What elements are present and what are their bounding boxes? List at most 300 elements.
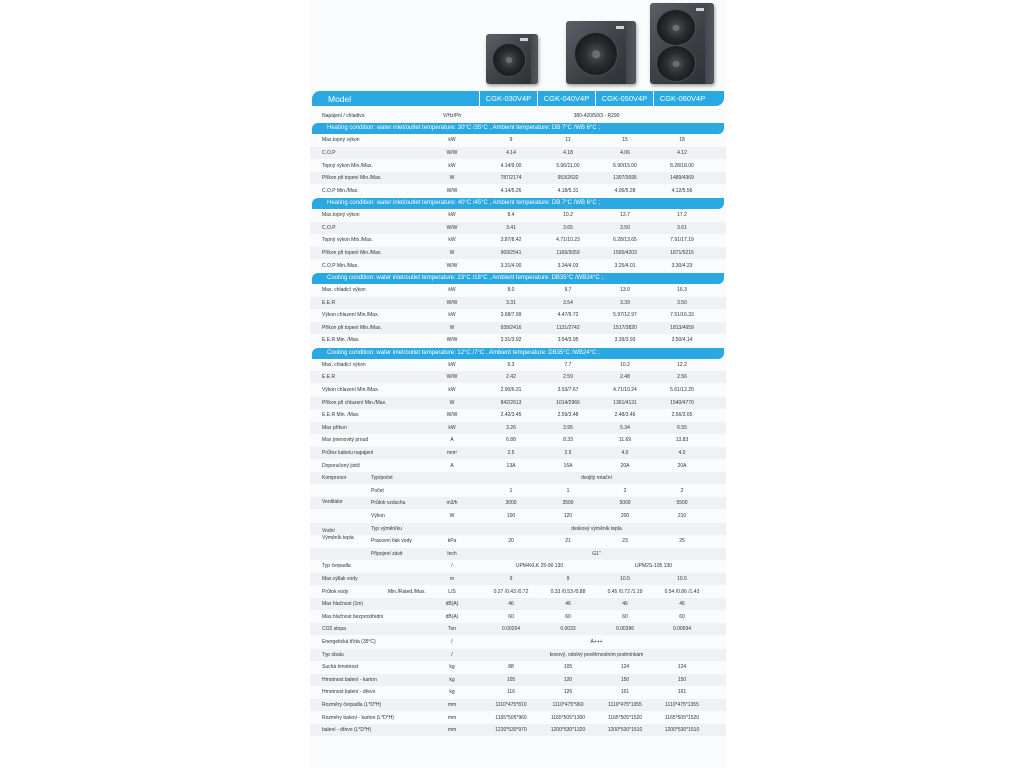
value-cell: 13.7: [620, 212, 630, 219]
unit-cell: W: [449, 324, 455, 331]
value-cell: 200: [620, 513, 630, 519]
group-label: Kompresor: [322, 475, 347, 482]
value-cell: 105: [563, 664, 573, 671]
value-cell: 2.59/3.48: [557, 412, 579, 419]
value-cell: 1361/4131: [613, 399, 637, 406]
sub-label: Pracovní tlak vody: [371, 538, 412, 545]
table-row: [310, 409, 726, 421]
unit-cell: V/Hz/Ph: [442, 113, 462, 119]
value-cell: 1: [566, 487, 570, 494]
value-cell: 4.06: [620, 150, 630, 156]
value-cell: UPM2S-105 130: [635, 563, 672, 570]
value-cell: 9.7: [564, 287, 572, 293]
table-row: [310, 260, 726, 272]
value-cell: 1200*530*1510: [664, 727, 700, 734]
table-row: [310, 472, 726, 484]
value-cell: 0.33 /0.53 /0.88: [550, 588, 586, 595]
table-row: [310, 160, 726, 172]
row-label: Hmotnost balení - karton: [322, 676, 377, 683]
table-row: [310, 234, 726, 246]
row-label: Napájení / chladivo: [322, 113, 365, 119]
value-cell: 1200*530*1510: [607, 727, 643, 734]
table-row: [310, 699, 726, 711]
value-cell: 6.88: [506, 437, 516, 444]
table-row: [310, 460, 726, 472]
table-row: [310, 649, 726, 661]
table-row: [310, 297, 726, 309]
row-label: Max. chladicí výkon: [322, 287, 366, 293]
unit-cell: /: [451, 639, 453, 645]
value-cell: 46: [508, 601, 514, 608]
unit-cell: mm²: [447, 450, 457, 456]
value-cell: 1014/2966: [556, 399, 580, 406]
value-cell: 939/2416: [500, 324, 522, 331]
section-header: Heating condition: water inlet/outlet temperature: 30°C /35°C , Ambient temperature: DB 7°C /WB 6°C ;: [312, 123, 724, 134]
value-cell: deskový výměník tepla: [571, 525, 622, 532]
value-cell: 1166/3059: [556, 250, 580, 256]
unit-cell: kW: [448, 137, 456, 144]
row-label: E.E.R Min. /Max.: [322, 337, 360, 344]
group-label: Ventilátor: [322, 499, 343, 506]
value-cell: 1517/3820: [613, 324, 637, 331]
value-cell: 4.14/5.26: [500, 187, 522, 194]
value-cell: 1110*475*810: [495, 702, 527, 708]
table-row: [310, 573, 726, 585]
row-label: Energetická třída (35°C): [322, 639, 376, 645]
value-cell: 2.48: [620, 374, 630, 381]
value-cell: 3.61: [677, 224, 687, 231]
row-label: Rozměry balení - karton (L*D*H): [322, 714, 394, 721]
table-row: [310, 222, 726, 234]
model-name: CGK-050V4P: [595, 91, 653, 106]
unit-cell: /: [451, 563, 453, 570]
value-cell: dvojitý rotační: [581, 475, 612, 482]
table-row: [310, 686, 726, 698]
value-cell: 3.25/4.01: [614, 262, 636, 269]
value-cell: 787/2174: [500, 175, 522, 182]
value-cell: 842/2613: [500, 399, 522, 406]
value-cell: 4.18/5.31: [557, 187, 579, 194]
value-cell: 88: [508, 664, 514, 671]
value-cell: 150: [677, 676, 687, 683]
value-cell: 100: [506, 513, 516, 519]
row-label: Výkon chlazení Min./Max.: [322, 312, 379, 319]
value-cell: 12.2: [677, 361, 687, 368]
model-label: Model: [328, 93, 352, 104]
table-row: [310, 510, 726, 522]
table-row: [310, 334, 726, 346]
value-cell: 60: [679, 613, 685, 620]
unit-cell: W/W: [446, 224, 458, 231]
table-row: [310, 110, 726, 122]
value-cell: 7.7: [564, 361, 572, 368]
value-cell: 8.0: [507, 287, 515, 293]
table-row: [310, 661, 726, 673]
unit-cell: L/S: [448, 588, 456, 595]
row-label: balení - dřevo (L*D*H): [322, 727, 372, 734]
row-label: C.O.P Min./Max.: [322, 262, 359, 269]
unit-cell: Inch: [447, 550, 457, 557]
value-cell: 0.00396: [615, 626, 635, 633]
row-label: Max.topný výkon: [322, 137, 360, 144]
row-label: Max hlučnost (1m): [322, 601, 364, 608]
value-cell: 2.59: [563, 374, 573, 381]
row-label: Výkon chlazení Min./Max.: [322, 387, 379, 393]
unit-cell: mm: [447, 702, 457, 708]
sub-label: Typ výměníku: [371, 525, 402, 532]
row-label: Příkon při chlazení Min./Max.: [322, 399, 387, 406]
value-cell: 1165*505*960: [495, 714, 527, 721]
value-cell: 4.06/5.28: [614, 187, 636, 194]
value-cell: 150: [620, 676, 630, 683]
value-cell: 161: [677, 689, 687, 696]
value-cell: 3.68/7.99: [500, 312, 522, 319]
value-cell: 0.0033: [560, 626, 576, 633]
unit-cell: W/W: [446, 262, 458, 269]
model-name: CGK-040V4P: [537, 91, 595, 106]
row-label: Hmotnost balení - dřevo: [322, 689, 376, 696]
value-cell: 4.18: [563, 150, 573, 156]
table-row: [310, 384, 726, 396]
value-cell: 8.33: [563, 437, 573, 444]
value-cell: 6.28/13.65: [613, 237, 637, 244]
value-cell: 210: [677, 513, 687, 519]
row-label: Příkon při topení Min./Max.: [322, 175, 382, 182]
table-row: [310, 674, 726, 686]
value-cell: 6.90/15.00: [613, 162, 637, 169]
unit-cell: W/W: [446, 187, 458, 194]
value-cell: 3.34/4.03: [557, 262, 579, 269]
value-cell: 11.69: [618, 437, 632, 444]
table-row: [310, 560, 726, 572]
value-cell: 4.47/9.72: [557, 312, 579, 319]
unit-cell: mm: [447, 727, 457, 734]
value-cell: 6.3: [507, 361, 515, 368]
group-label-line: Výměník tepla: [322, 534, 354, 541]
value-cell: 5500: [676, 500, 688, 507]
value-cell: 3.31/4.00: [500, 262, 522, 269]
section-header: Heating condition: water inlet/outlet temperature: 40°C /45°C , Ambient temperature: DB 7°C /WB 6°C ;: [312, 198, 724, 209]
row-label: Topný výkon Min./Max.: [322, 162, 373, 169]
value-cell: 10.2: [563, 212, 573, 219]
unit-cell: W/W: [446, 337, 458, 344]
unit-cell: W: [449, 399, 455, 406]
value-cell: 6.55: [677, 424, 687, 431]
group-label: [322, 528, 368, 542]
value-cell: 0.45 /0.72 /1.19: [607, 588, 643, 595]
value-cell: 10.2: [620, 361, 630, 368]
value-cell: 60: [508, 613, 514, 620]
sub-label: Výkon: [371, 513, 385, 519]
value-cell: 3.26: [506, 424, 516, 431]
value-cell: 20A: [620, 462, 630, 469]
value-cell: 105: [506, 676, 516, 683]
value-cell: 2.42/3.45: [500, 412, 522, 419]
value-cell: 5.61/12.20: [670, 387, 694, 393]
value-cell: 1307/3695: [613, 175, 637, 182]
value-cell: 3.31/3.92: [500, 337, 522, 344]
value-cell: 2: [680, 487, 684, 494]
row-label: E.E.R: [322, 299, 336, 306]
value-cell: A+++: [590, 639, 603, 645]
unit-cell: W/W: [446, 299, 458, 306]
table-row: [310, 397, 726, 409]
value-cell: 3.87/8.42: [500, 237, 522, 244]
value-cell: G1": [592, 550, 601, 557]
value-cell: 3.39/3.93: [614, 337, 636, 344]
value-cell: 21: [565, 538, 571, 545]
value-cell: 9: [509, 576, 513, 582]
value-cell: 1200*530*1320: [550, 727, 586, 734]
value-cell: 124: [620, 664, 630, 671]
value-cell: 23: [622, 538, 628, 545]
unit-cell: kW: [448, 387, 456, 393]
value-cell: 1131/2742: [556, 324, 580, 331]
value-cell: 20: [508, 538, 514, 545]
table-row: [310, 447, 726, 459]
unit-cell: /: [451, 651, 453, 658]
value-cell: 16.3: [677, 287, 687, 293]
table-row: [310, 147, 726, 159]
value-cell: 11: [565, 137, 571, 144]
unit-cell: kg: [449, 689, 455, 696]
unit-cell: kg: [449, 664, 455, 671]
value-cell: 161: [620, 689, 630, 696]
section-header: Cooling condition: water inlet/outlet temperature: 12°C /7°C , Ambient temperature: DB35°C /WB24°C ;: [312, 348, 724, 359]
table-row: [310, 172, 726, 184]
value-cell: 4.0: [678, 450, 686, 456]
unit-cell: W/W: [446, 150, 458, 156]
table-row: [310, 185, 726, 197]
value-cell: 13.83: [675, 437, 689, 444]
unit-cell: kPa: [447, 538, 457, 545]
value-cell: 0.27 /0.43 /0.72: [493, 588, 529, 595]
unit-cell: kW: [448, 361, 456, 368]
value-cell: 969/2541: [500, 250, 522, 256]
value-cell: 4.0: [621, 450, 629, 456]
value-cell: 4.71/10.24: [613, 387, 637, 393]
value-cell: 13.0: [620, 287, 630, 293]
value-cell: 2.90/6.31: [500, 387, 522, 393]
value-cell: 1871/5215: [670, 250, 694, 256]
value-cell: 4.71/10.23: [556, 237, 580, 244]
value-cell: 46: [679, 601, 685, 608]
value-cell: 0.54 /0.86 /1.43: [664, 588, 700, 595]
value-cell: 3.41: [506, 224, 516, 231]
value-cell: 13A: [506, 462, 516, 469]
model-name: CGK-030V4P: [479, 91, 537, 106]
unit-cell: kg: [449, 676, 455, 683]
value-cell: 60: [622, 613, 628, 620]
row-label: Příkon při topení Min./Max.: [322, 324, 382, 331]
value-cell: 120: [563, 513, 573, 519]
value-cell: 1220*530*970: [495, 727, 527, 734]
unit-cell: dB(A): [445, 613, 459, 620]
value-cell: 15: [622, 137, 628, 144]
unit-cell: kW: [448, 162, 456, 169]
table-row: [310, 371, 726, 383]
row-label: C.O.P Min./Max.: [322, 187, 359, 194]
table-row: [310, 309, 726, 321]
value-cell: 1813/4659: [670, 324, 694, 331]
unit-cell: A: [450, 462, 454, 469]
table-row: [310, 724, 726, 736]
row-label: Max. chladicí výkon: [322, 361, 366, 368]
row-label: Max příkon: [322, 424, 347, 431]
unit-cell: mm: [447, 714, 457, 721]
value-cell: 3.50: [620, 224, 630, 231]
unit-cell: A: [450, 437, 454, 444]
table-row: [310, 611, 726, 623]
unit-cell: W/W: [446, 412, 458, 419]
row-label: Suchá hmotnost: [322, 664, 359, 671]
row-label: Max.výtlak vody: [322, 576, 358, 582]
table-row: [310, 284, 726, 296]
value-cell: 8.28/18.00: [670, 162, 694, 169]
value-cell: 2.5: [564, 450, 572, 456]
value-cell: 3.31: [506, 299, 516, 306]
value-cell: 2.5: [507, 450, 515, 456]
table-row: [310, 636, 726, 648]
value-cell: 10.5: [677, 576, 687, 582]
table-row: [310, 548, 726, 560]
value-cell: 46: [565, 601, 571, 608]
unit-cell: kW: [448, 312, 456, 319]
spec-sheet: [310, 0, 726, 768]
value-cell: 1489/4369: [670, 175, 694, 182]
row-label: Průtok vody: [322, 588, 349, 595]
value-cell: 124: [677, 664, 687, 671]
value-cell: 10.5: [620, 576, 630, 582]
value-cell: 17.2: [677, 212, 687, 219]
row-label: Topný výkon Min./Max.: [322, 237, 373, 244]
unit-cell: W: [449, 513, 455, 519]
value-cell: 1: [509, 487, 513, 494]
value-cell: 1110*475*1355: [665, 702, 699, 708]
table-row: [310, 598, 726, 610]
value-cell: 2.56: [677, 374, 687, 381]
value-cell: 5.34: [620, 424, 630, 431]
value-cell: 18: [679, 137, 685, 144]
unit-cell: kW: [448, 287, 456, 293]
unit-cell: kW: [448, 237, 456, 244]
unit-cell: kW: [448, 212, 456, 219]
row-label: C.O.P: [322, 224, 336, 231]
group-label-line: Vodní: [322, 527, 335, 534]
value-cell: 3.50: [677, 299, 687, 306]
value-cell: 3000: [505, 500, 517, 507]
table-row: [310, 209, 726, 221]
table-row: [310, 712, 726, 724]
value-cell: 3.54/3.95: [557, 337, 579, 344]
value-cell: 4.14/9.00: [500, 162, 522, 169]
table-row: [310, 623, 726, 635]
value-cell: 0.00594: [672, 626, 692, 633]
value-cell: 1540/4770: [670, 399, 694, 406]
table-row: [310, 586, 726, 598]
table-row: [310, 434, 726, 446]
unit-cell: kW: [448, 424, 456, 431]
value-cell: 1165*505*1520: [607, 714, 643, 721]
row-label: C.O.P: [322, 150, 336, 156]
value-cell: 5.97/12.97: [613, 312, 637, 319]
value-cell: 2.42: [506, 374, 516, 381]
section-header: Cooling condition: water inlet/outlet temperature: 23°C /18°C , Ambient temperature: DB35°C /WB24°C ;: [312, 273, 724, 284]
value-cell: 3.95: [563, 424, 573, 431]
value-cell: 2: [623, 487, 627, 494]
value-cell: 120: [563, 676, 573, 683]
row-label: Rozměry čerpadla (L*D*H): [322, 702, 382, 708]
value-cell: 3.54: [563, 299, 573, 306]
table-row: [310, 134, 726, 146]
value-cell: 0.00264: [501, 626, 521, 633]
value-cell: 126: [563, 689, 573, 696]
value-cell: 5000: [619, 500, 631, 507]
value-cell: 3.50/4.14: [671, 337, 693, 344]
value-cell: 9: [509, 137, 513, 144]
value-cell: 2.48/3.46: [614, 412, 636, 419]
table-row: [310, 359, 726, 371]
value-cell: 7.51/16.33: [670, 312, 694, 319]
value-cell: 3500: [562, 500, 574, 507]
value-cell: 116: [507, 689, 515, 696]
value-cell: UPM4XLK 25-90 130: [515, 563, 564, 570]
value-cell: 380-420/50/3 - R290: [573, 113, 620, 119]
row-label: Max jmenovitý proud: [322, 437, 369, 444]
unit-cell: m: [449, 576, 455, 582]
value-cell: 4.12: [677, 150, 687, 156]
value-cell: 9: [566, 576, 570, 582]
row-label: Doporučený jistič: [322, 462, 361, 469]
value-cell: 16A: [563, 462, 573, 469]
table-row: [310, 322, 726, 334]
table-row: [310, 497, 726, 509]
table-row: [310, 485, 726, 497]
value-cell: 3.30/4.23: [671, 262, 693, 269]
value-cell: 1110*475*1355: [608, 702, 642, 708]
value-cell: 7.91/17.19: [670, 237, 694, 244]
value-cell: 3.39: [620, 299, 630, 306]
sub-label: Připojení závit: [371, 550, 403, 557]
value-cell: 25: [679, 538, 685, 545]
value-cell: 8.4: [507, 212, 515, 219]
value-cell: 1165*505*1300: [550, 714, 586, 721]
model-name: CGK-060V4P: [653, 91, 711, 106]
table-row: [310, 422, 726, 434]
value-cell: 1565/4203: [613, 250, 637, 256]
value-cell: 60: [565, 613, 571, 620]
sub-label: Min./Rated./Max.: [388, 588, 426, 595]
value-cell: 5.06/11.00: [556, 162, 580, 169]
row-label: E.E.R Min. /Max.: [322, 412, 360, 419]
value-cell: 1165*505*1520: [664, 714, 700, 721]
row-label: E.E.R: [322, 374, 336, 381]
table-row: [310, 247, 726, 259]
spec-table: [310, 0, 726, 768]
value-cell: 3.53/7.67: [557, 387, 579, 393]
unit-cell: W/W: [446, 374, 458, 381]
value-cell: kovový, odolný povětrnostním podmínkám: [549, 651, 644, 658]
value-cell: 4.12/5.56: [671, 187, 693, 194]
unit-cell: W: [449, 250, 455, 256]
row-label: CO2 stopa: [322, 626, 346, 633]
value-cell: 46: [622, 601, 628, 608]
sub-label: Průtok vzduchu: [371, 500, 406, 507]
row-label: Průřez kabelu napájení: [322, 450, 374, 456]
unit-cell: m3/h: [446, 500, 458, 507]
unit-cell: dB(A): [445, 601, 459, 608]
row-label: Typ obalu: [322, 651, 344, 658]
